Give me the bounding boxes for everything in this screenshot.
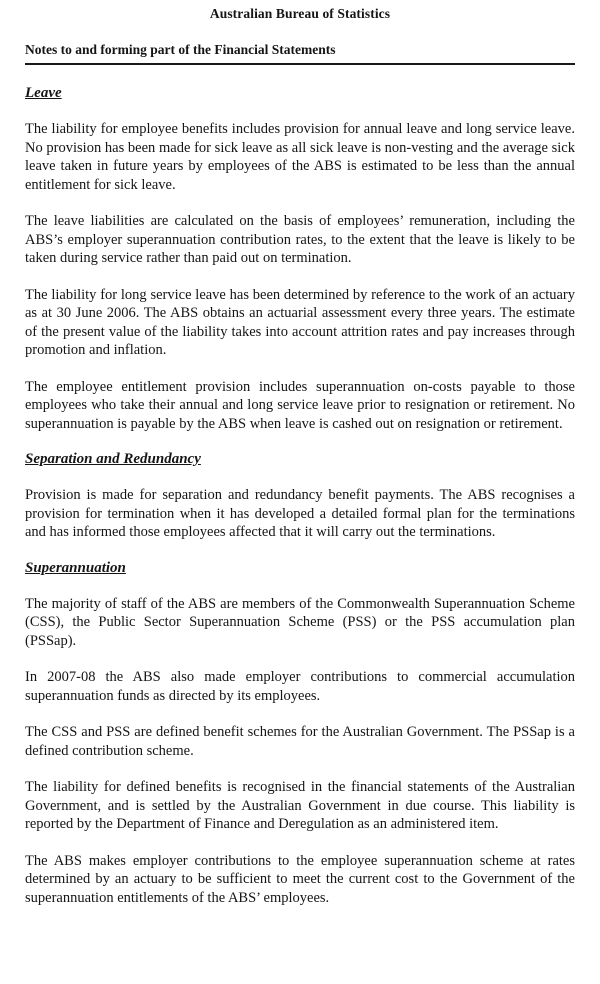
document-subtitle: Notes to and forming part of the Financial Statements bbox=[25, 42, 575, 65]
paragraph-superannuation-3: The CSS and PSS are defined benefit schemes for the Australian Government. The PSSap is a defined contribution scheme. bbox=[25, 724, 575, 759]
section-separation-and-redundancy bbox=[25, 451, 575, 542]
section-heading-leave: Leave bbox=[25, 85, 62, 101]
paragraph-leave-4: The employee entitlement provision includes superannuation on-costs payable to those employees who take their annual and long service leave prior to resignation or retirement. No superannuation is payable by the ABS when leave is cashed out on resignation or retirement. bbox=[25, 378, 575, 432]
section-heading-superannuation: Superannuation bbox=[25, 559, 126, 576]
paragraph-superannuation-2: In 2007-08 the ABS also made employer contributions to commercial accumulation superannuation funds as directed by its employees. bbox=[25, 669, 575, 704]
paragraph-separation-1: Provision is made for separation and redundancy benefit payments. The ABS recognises a provision for termination when it has developed a detailed formal plan for the terminations and has informed those employees affected that it will carry out the terminations. bbox=[25, 487, 575, 540]
section-superannuation bbox=[25, 560, 575, 908]
page-title: Australian Bureau of Statistics bbox=[209, 6, 391, 21]
paragraph-superannuation-1: The majority of staff of the ABS are members of the Commonwealth Superannuation Scheme (CSS), the Public Sector Superannuation Scheme (PSS) or the PSS accumulation plan (PSSap). bbox=[25, 595, 575, 649]
paragraph-superannuation-5: The ABS makes employer contributions to the employee superannuation scheme at rates determined by an actuary to be sufficient to meet the current cost to the Government of the superannuation entitlements of the ABS’ employees. bbox=[25, 852, 575, 906]
document-page bbox=[25, 6, 575, 907]
paragraph-superannuation-4: The liability for defined benefits is recognised in the financial statements of the Australian Government, and is settled by the Australian Government in due course. This liability is reported by the Department of Finance and Deregulation as an administered item. bbox=[25, 779, 575, 832]
paragraph-leave-1: The liability for employee benefits includes provision for annual leave and long service leave. No provision has been made for sick leave as all sick leave is non-vesting and the average sick leave taken in future years by employees of the ABS is estimated to be less than the annual entitlement for sick leave. bbox=[25, 121, 575, 193]
section-heading-separation-and-redundancy: Separation and Redundancy bbox=[25, 451, 201, 467]
paragraph-leave-3: The liability for long service leave has been determined by reference to the work of an actuary as at 30 June 2006. The ABS obtains an actuarial assessment every three years. The estimate of the present value of the liability takes into account attrition rates and pay increases through promotion and inflation. bbox=[25, 286, 575, 358]
section-leave bbox=[25, 85, 575, 433]
paragraph-leave-2: The leave liabilities are calculated on the basis of employees’ remuneration, including the ABS’s employer superannuation contribution rates, to the extent that the leave is likely to be taken during service rather than paid out on termination. bbox=[25, 213, 575, 266]
